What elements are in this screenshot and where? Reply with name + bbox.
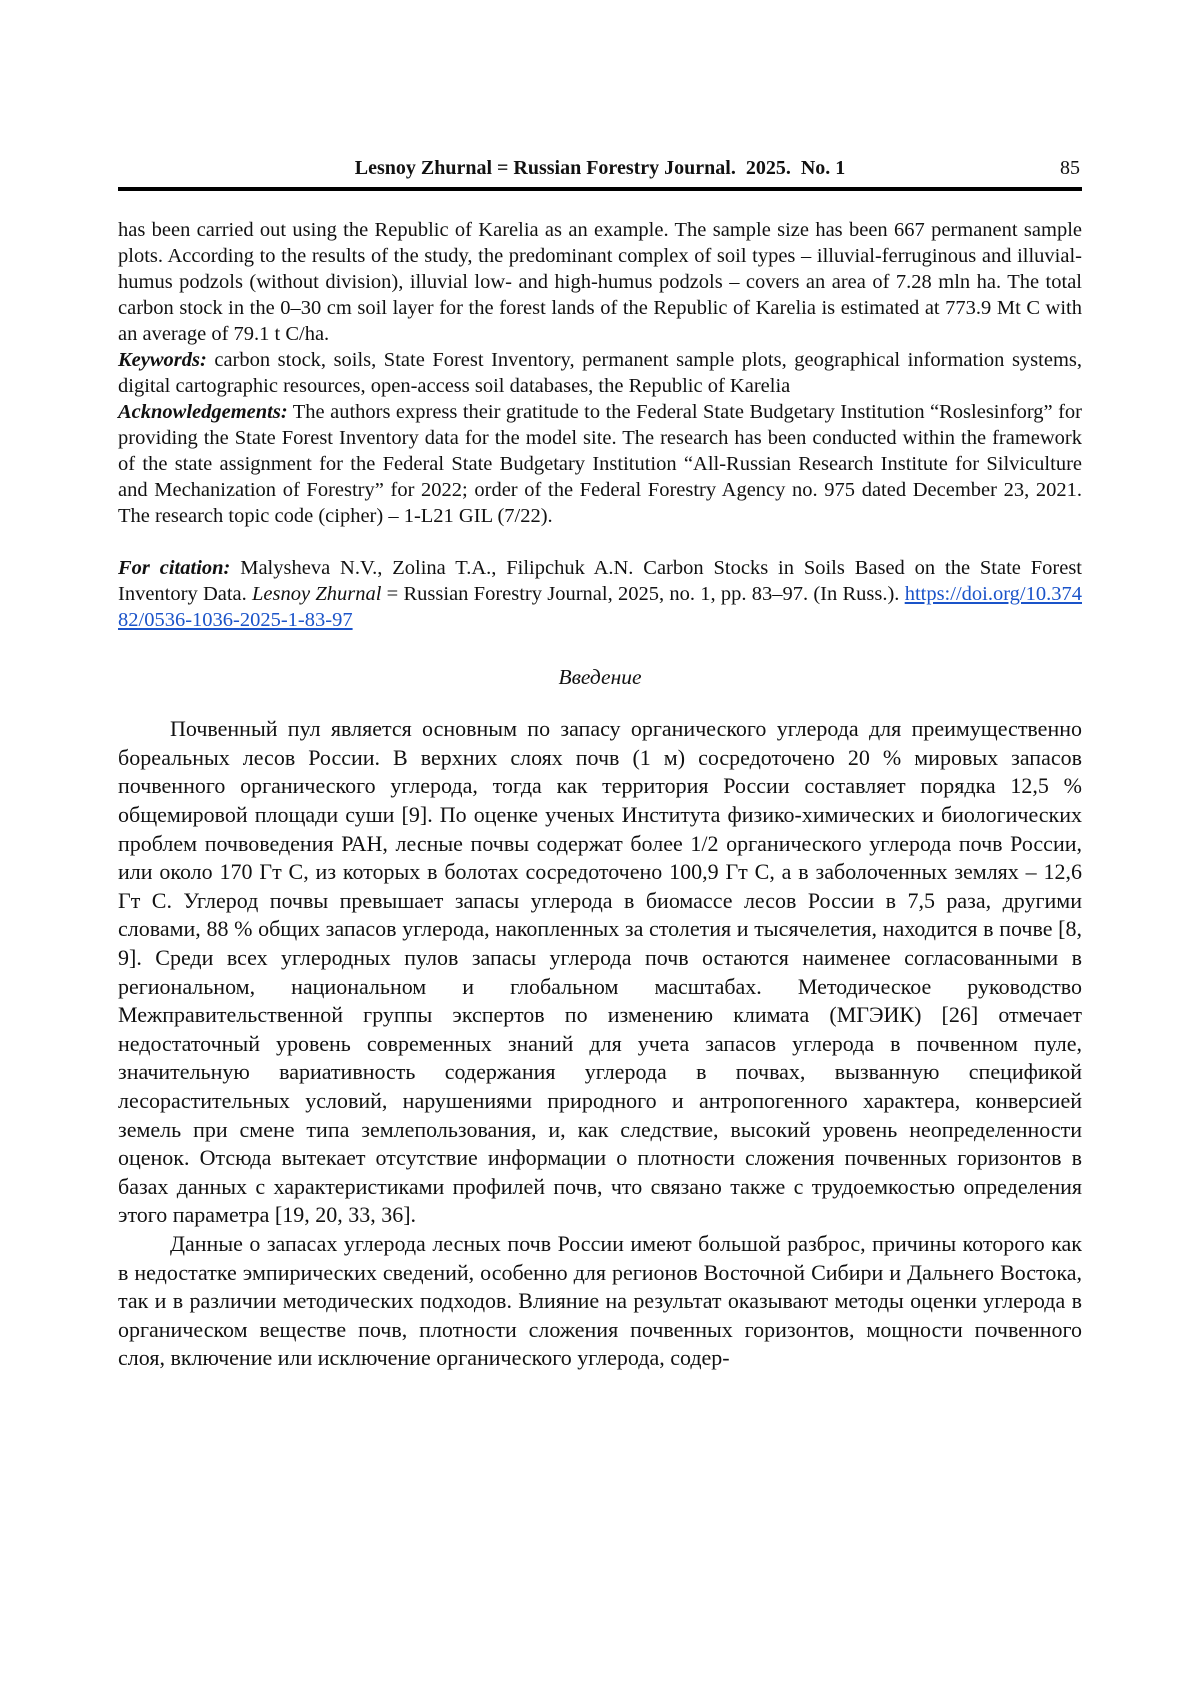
running-header	[118, 156, 1082, 191]
page-number: 85	[1060, 157, 1080, 179]
keywords-paragraph	[118, 347, 1082, 399]
body-paragraph-2: Данные о запасах углерода лесных почв России имеют большой разброс, причины которого как в недостатке эмпирических сведений, особенно для регионов Восточной Сибири и Дальнего Востока, так и в различии методических подходов. Влияние на результат оказывают методы оценки углерода в органическом веществе почв, плотности сложения почвенных горизонтов, мощности почвенного слоя, включение или исключение органического углерода, содер-	[118, 1230, 1082, 1371]
body-paragraph-1: Почвенный пул является основным по запасу органического углерода для преимущественно бореальных лесов России. В верхних слоях почв (1 м) сосредоточено 20 % мировых запасов почвенного органического углерода, тогда как территория России составляет порядка 12,5 % общемировой площади суши [9]. По оценке ученых Института физико-химических и биологических проблем почвоведения РАН, лесные почвы содержат более 1/2 органического углерода почв России, или около 170 Гт С, из которых в болотах сосредоточено 100,9 Гт С, а в заболоченных землях – 12,6 Гт С. Углерод почвы превышает запасы углерода в биомассе лесов России в 7,5 раза, другими словами, 88 % общих запасов углерода, накопленных за столетия и тысячелетия, находится в почве [8, 9]. Среди всех углеродных пулов запасы углерода почв остаются наименее согласованными в региональном, национальном и глобальном масштабах. Методическое руководство Межправительственной группы экспертов по изменению климата (МГЭИК) [26] отмечает недостаточный уровень современных знаний для учета запасов углерода в почвенном пуле, значительную вариативность содержания углерода в почвах, вызванную спецификой лесорастительных условий, нарушениями природного и антропогенного характера, конверсией земель при смене типа землепользования, и, как следствие, высокий уровень неопределенности оценок. Отсюда вытекает отсутствие информации о плотности сложения почвенных горизонтов в базах данных с характеристиками профилей почв, что связано также с трудоемкостью определения этого параметра [19, 20, 33, 36].	[118, 716, 1082, 1228]
keywords-text: carbon stock, soils, State Forest Inventory, permanent sample plots, geographical information systems, digital cartographic resources, open-access soil databases, the Republic of Karelia	[118, 349, 1082, 398]
article-body	[118, 665, 1082, 1372]
keywords-label: Keywords:	[118, 349, 207, 372]
journal-header-title: Lesnoy Zhurnal = Russian Forestry Journal. 2025. No. 1	[354, 157, 846, 179]
header-rule	[118, 187, 1082, 191]
citation-journal-name: Lesnoy Zhurnal	[252, 583, 382, 606]
abstract-continuation-paragraph: has been carried out using the Republic of Karelia as an example. The sample size has been 667 permanent sample plots. According to the results of the study, the predominant complex of soil types – illuvial-ferruginous and illuvial-humus podzols (without division), illuvial low- and high-humus podzols – covers an area of 7.28 mln ha. The total carbon stock in the 0–30 cm soil layer for the forest lands of the Republic of Karelia is estimated at 773.9 Mt C with an average of 79.1 t C/ha.	[118, 219, 1082, 346]
citation-journal-details: = Russian Forestry Journal, 2025, no. 1, pp. 83–97. (In Russ.).	[381, 583, 905, 606]
acknowledgements-label: Acknowledgements:	[118, 401, 288, 424]
citation-label: For citation:	[118, 557, 231, 580]
acknowledgements-paragraph	[118, 399, 1082, 529]
doi-link[interactable]: https://doi.org/10.37482/0536-1036-2025-1-83-97	[118, 583, 1082, 632]
acknowledgements-text: The authors express their gratitude to the Federal State Budgetary Institution “Roslesinforg” for providing the State Forest Inventory data for the model site. The research has been conducted within the framework of the state assignment for the Federal State Budgetary Institution “All-Russian Research Institute for Silviculture and Mechanization of Forestry” for 2022; order of the Federal Forestry Agency no. 975 dated December 23, 2021. The research topic code (cipher) – 1-L21 GIL (7/22).	[118, 401, 1082, 528]
citation-paragraph	[118, 555, 1082, 633]
running-header-line	[118, 156, 1082, 180]
abstract-section	[118, 217, 1082, 633]
citation-authors-title: Malysheva N.V., Zolina T.A., Filipchuk A.N. Carbon Stocks in Soils Based on the State Forest Inventory Data.	[118, 557, 1083, 606]
section-heading-introduction: Введение	[558, 665, 642, 690]
